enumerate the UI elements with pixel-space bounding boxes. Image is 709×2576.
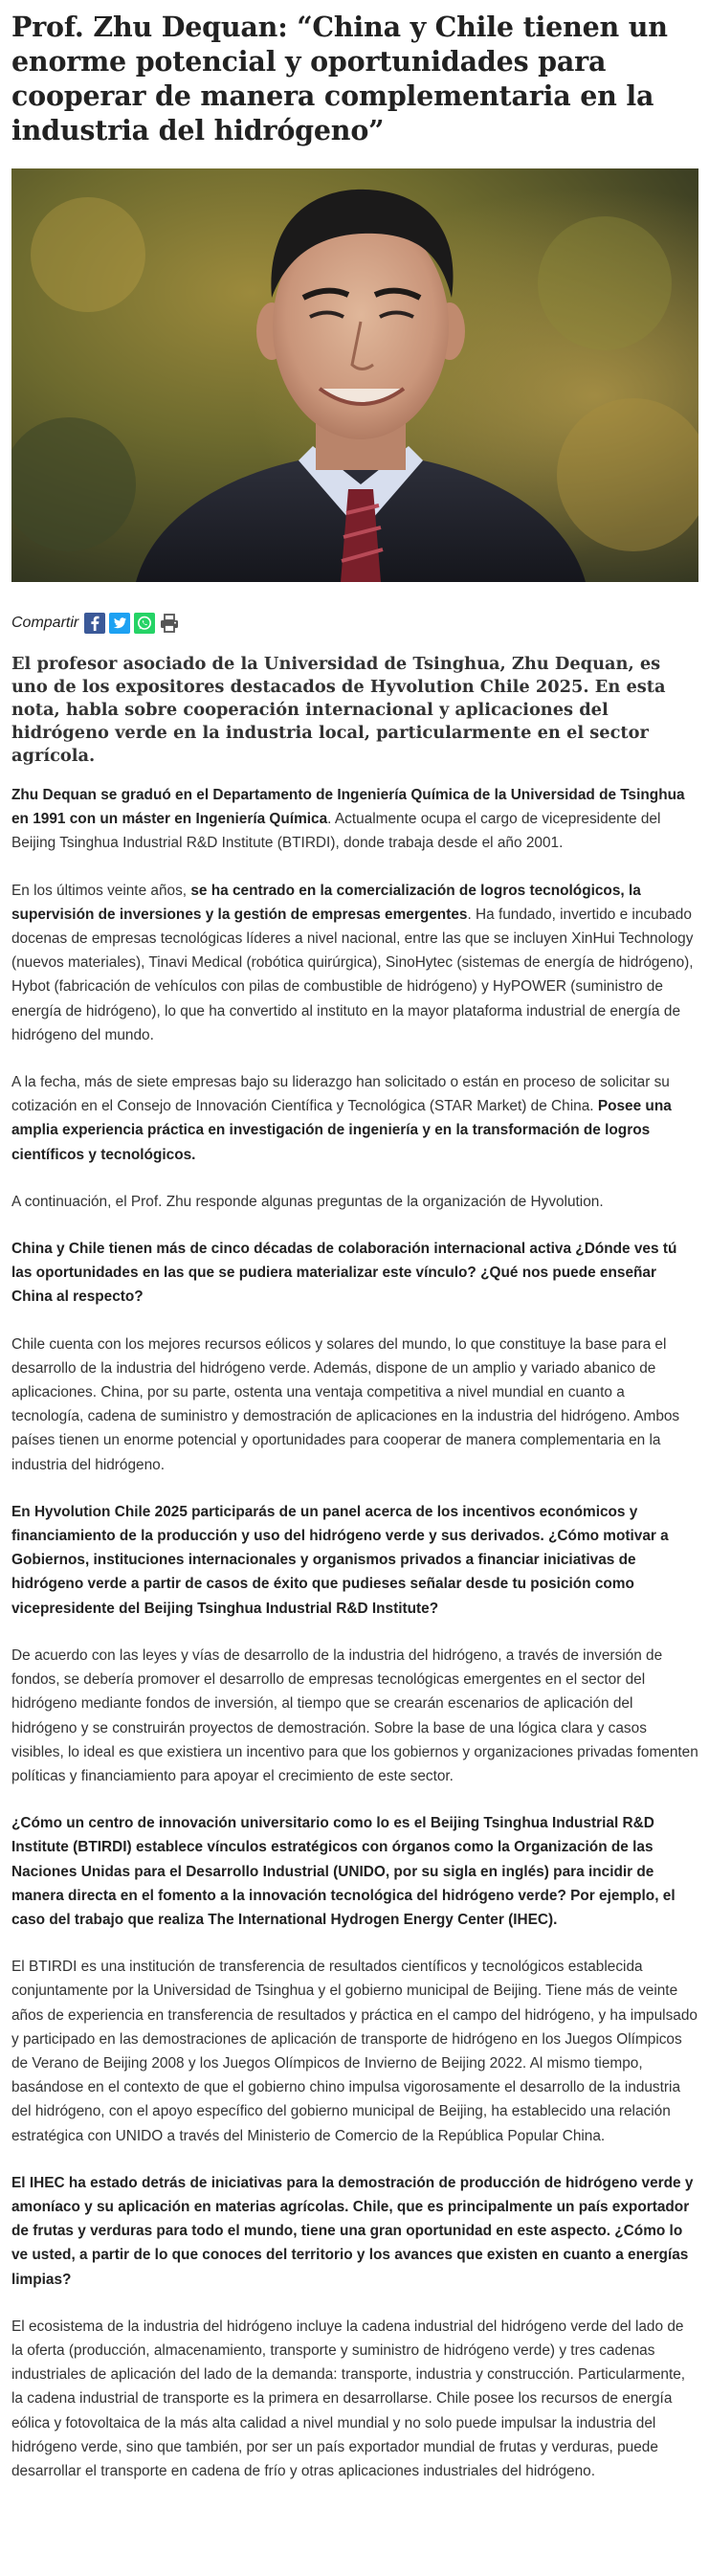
article (11, 0, 698, 2483)
answer-3: El BTIRDI es una institución de transferencia de resultados científicos y tecnológicos establecida conjuntamente por la Universidad de Tsinghua y el gobierno municipal de Beijing. Tiene más de veinte años de experiencia en transferencia de resultados y práctica en el campo del hidrógeno, y ha impulsado y participado en las demostraciones de aplicación de transporte de hidrógeno en los Juegos Olímpicos de Verano de Beijing 2008 y los Juegos Olímpicos de Invierno de Beijing 2022. Al mismo tiempo, basándose en el contexto de que el gobierno chino impulsa vigorosamente el desarrollo de la industria del hidrógeno, con el apoyo específico del gobierno municipal de Beijing, ha establecido una relación estratégica con UNIDO a través del Ministerio de Comercio de la República Popular China. (11, 1959, 698, 2144)
bio-2-bold: se ha centrado en la comercialización de logros tecnológicos, la supervisión de inversiones y la gestión de empresas emergentes (11, 882, 641, 923)
twitter-icon[interactable] (109, 613, 130, 634)
bio-3-bold: Posee una amplia experiencia práctica en investigación de ingeniería y en la transformación de logros científicos y tecnológicos. (11, 1098, 672, 1163)
portrait-photo (11, 168, 698, 582)
answer-4: El ecosistema de la industria del hidrógeno incluye la cadena industrial del hidrógeno verde del lado de la oferta (producción, almacenamiento, transporte y suministro de hidrógeno verde) y tres cadenas industriales de aplicación del lado de la demanda: transporte, industria y construcción. Particularmente, la cadena industrial de transporte es la primera en desarrollarse. Chile posee los recursos de energía eólica y fotovoltaica de la más alta calidad a nivel mundial y no solo puede impulsar la industria del hidrógeno verde, sino que también, por ser un país exportador mundial de frutas y verduras, puede desarrollar el transporte en cadena de frío y otras aplicaciones industriales del hidrógeno. (11, 2318, 686, 2479)
bio-1-bold: Zhu Dequan se graduó en el Departamento de Ingeniería Química de la Universidad de Tsinghua en 1991 con un máster en Ingeniería Química (11, 787, 685, 828)
bio-paragraph-3 (11, 1070, 698, 1167)
whatsapp-icon[interactable] (134, 613, 155, 634)
question-4: El IHEC ha estado detrás de iniciativas para la demostración de producción de hidrógeno verde y amoníaco y su aplicación en materias agrícolas. Chile, que es principalmente un país exportador de frutas y verduras para todo el mundo, tiene una gran oportunidad en este aspecto. ¿Cómo lo ve usted, a partir de lo que conoces del territorio y los avances que existen en cuanto a energías limpias? (11, 2174, 694, 2288)
bio-3-text: A la fecha, más de siete empresas bajo su liderazgo han solicitado o están en proceso de solicitar su cotización en el Consejo de Innovación Científica y Tecnológica (STAR Market) de China. (11, 1074, 670, 1115)
article-title: Prof. Zhu Dequan: “China y Chile tienen un enorme potencial y oportunidades para cooperar de manera complementaria en la industria del hidrógeno” (11, 11, 668, 146)
question-2: En Hyvolution Chile 2025 participarás de un panel acerca de los incentivos económicos y financiamiento de la producción y uso del hidrógeno verde y sus derivados. ¿Cómo motivar a Gobiernos, instituciones internacionales y organismos privados a financiar iniciativas de hidrógeno verde a partir de casos de éxito que pudieses señalar desde tu posición como vicepresidente del Beijing Tsinghua Industrial R&D Institute? (11, 1503, 669, 1617)
bio-2-text-b: . Ha fundado, invertido e incubado docenas de empresas tecnológicas líderes a nivel nacional, entre las que se incluyen XinHui Technology (nuevos materiales), Tinavi Medical (robótica quirúrgica), SinoHytec (sistemas de energía de hidrógeno), Hybot (fabricación de vehículos con pilas de combustible de hidrógeno) y HyPOWER (suministro de energía de hidrógeno), lo que ha convertido al instituto en la mayor plataforma industrial de energía de hidrógeno del mundo. (11, 906, 694, 1043)
share-bar (11, 611, 698, 636)
intro-paragraph: A continuación, el Prof. Zhu responde algunas preguntas de la organización de Hyvolution. (11, 1193, 604, 1210)
bio-paragraph-1 (11, 783, 698, 856)
bio-paragraph-2 (11, 879, 698, 1047)
print-icon[interactable] (159, 613, 180, 634)
question-3: ¿Cómo un centro de innovación universitario como lo es el Beijing Tsinghua Industrial R&D Institute (BTIRDI) establece vínculos estratégicos con órganos como la Organización de las Naciones Unidas para el Desarrollo Industrial (UNIDO, por su sigla en inglés) para incidir de manera directa en el fomento a la innovación tecnológica del hidrógeno verde? Por ejemplo, el caso del trabajo que realiza The International Hydrogen Energy Center (IHEC). (11, 1815, 676, 1928)
share-label: Compartir (11, 615, 79, 631)
bio-2-text-a: En los últimos veinte años, (11, 882, 191, 899)
bio-1-text: . Actualmente ocupa el cargo de vicepresidente del Beijing Tsinghua Industrial R&D Institute (BTIRDI), donde trabaja desde el año 2001. (11, 811, 661, 852)
answer-1: Chile cuenta con los mejores recursos eólicos y solares del mundo, lo que constituye la base para el desarrollo de la industria del hidrógeno verde. Además, dispone de un amplio y variado abanico de aplicaciones. China, por su parte, ostenta una ventaja competitiva a nivel mundial en cuanto a tecnología, cadena de suministro y demostración de aplicaciones en la industria del hidrógeno. Ambos países tienen un enorme potencial y oportunidades para cooperar de manera complementaria en la industria del hidrógeno. (11, 1335, 680, 1473)
answer-2: De acuerdo con las leyes y vías de desarrollo de la industria del hidrógeno, a través de inversión de fondos, se debería promover el desarrollo de empresas tecnológicas emergentes en el sector del hidrógeno mediante fondos de inversión, al tiempo que se crearán escenarios de aplicación del hidrógeno y se construirán proyectos de demostración. Sobre la base de una lógica clara y casos visibles, lo ideal es que existiera un incentivo para que los gobiernos y organizaciones privadas fomenten políticas y financiamiento para apoyar el crecimiento de este sector. (11, 1646, 698, 1784)
article-lead: El profesor asociado de la Universidad de Tsinghua, Zhu Dequan, es uno de los expositores destacados de Hyvolution Chile 2025. En esta nota, habla sobre cooperación internacional y aplicaciones del hidrógeno verde en la industria local, particularmente en el sector agrícola. (11, 654, 666, 766)
question-1: China y Chile tienen más de cinco décadas de colaboración internacional activa ¿Dónde ves tú las oportunidades en las que se pudiera materializar este vínculo? ¿Qué nos puede enseñar China al respecto? (11, 1241, 677, 1306)
facebook-icon[interactable] (84, 613, 105, 634)
